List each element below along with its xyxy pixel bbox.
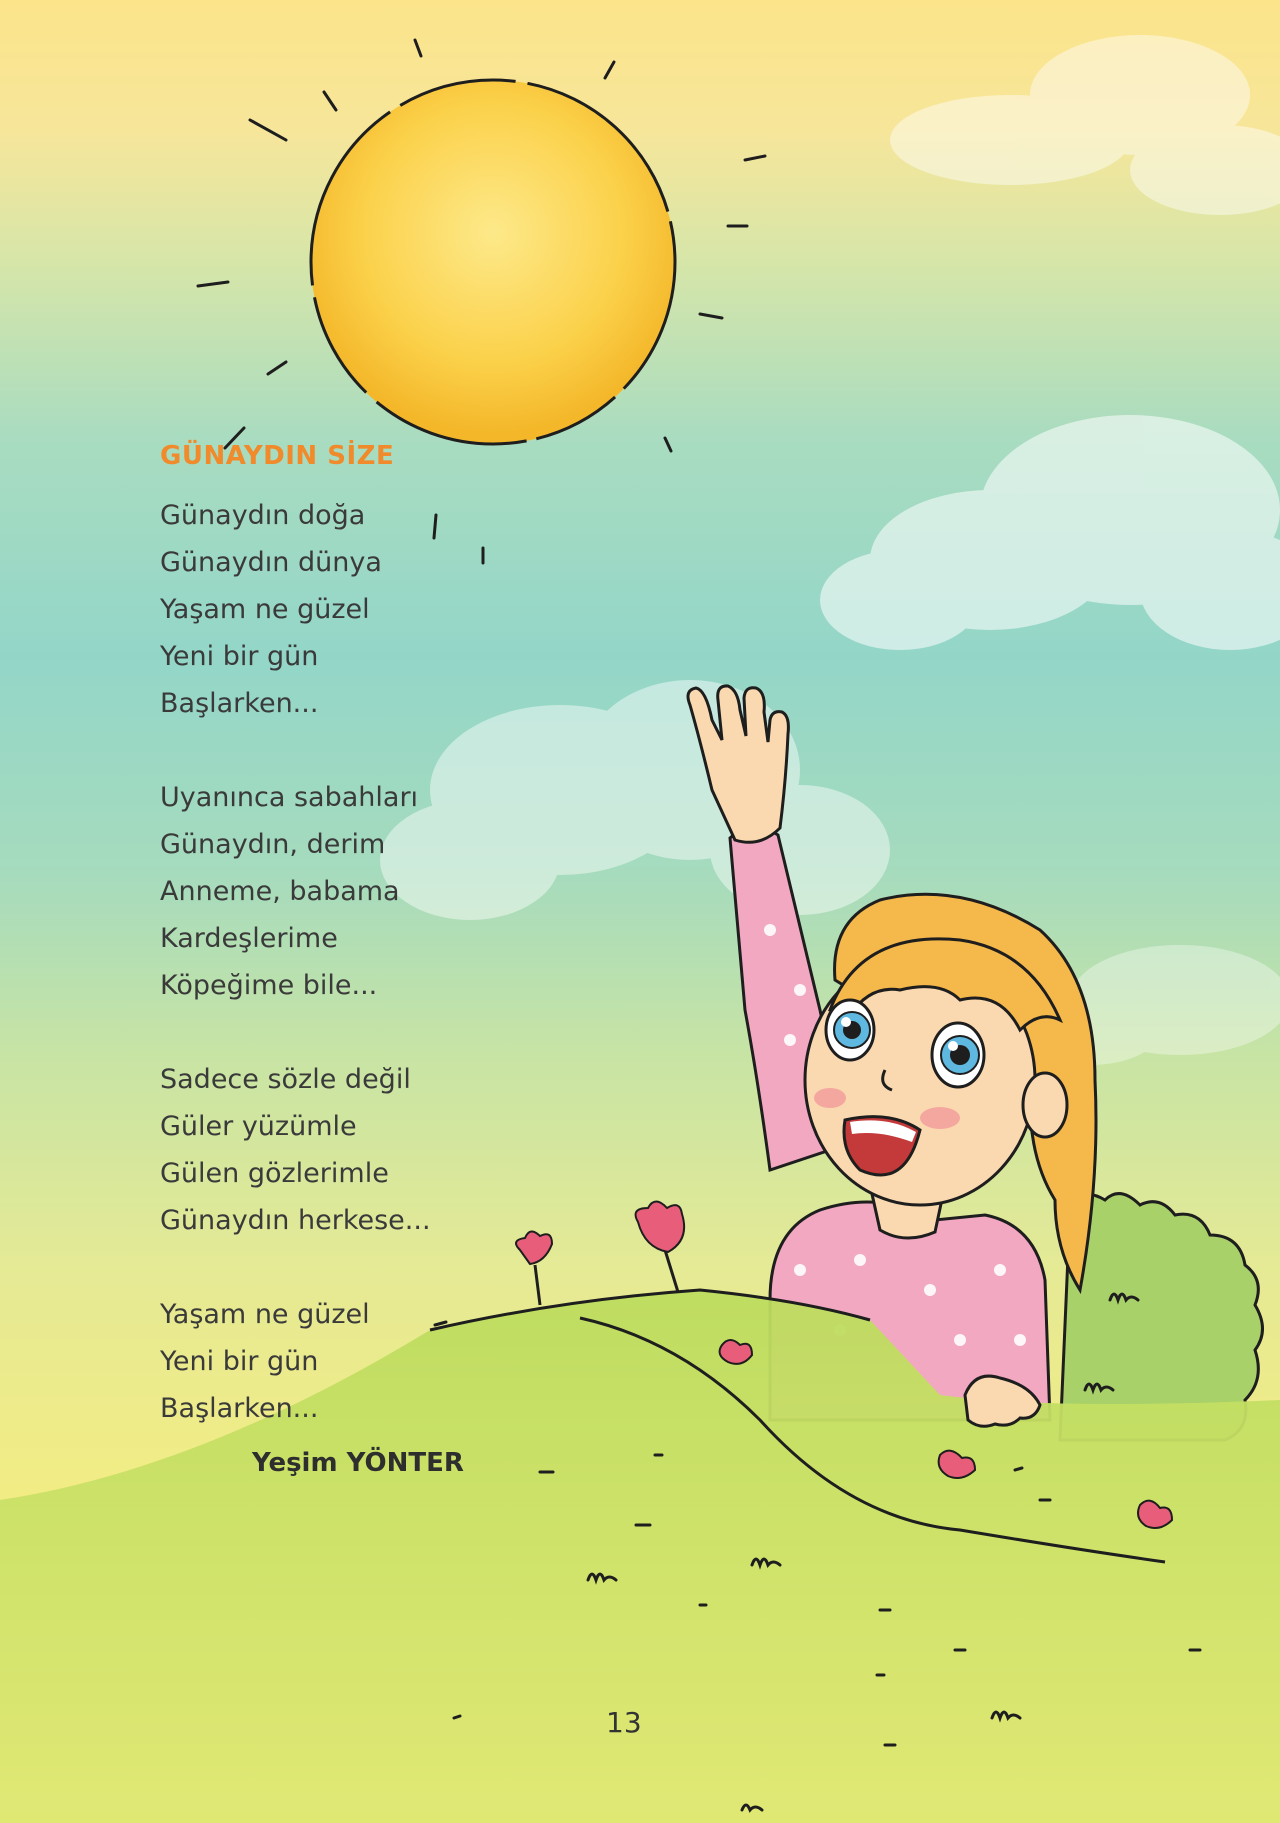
cloud-top-right <box>890 35 1280 215</box>
poem-line: Yeni bir gün <box>160 1346 319 1377</box>
poem-line: Günaydın dünya <box>160 547 382 578</box>
poem-line: Anneme, babama <box>160 876 400 907</box>
poem <box>160 438 600 1479</box>
poem-line: Kardeşlerime <box>160 923 338 954</box>
stanza-3 <box>160 1056 600 1244</box>
poem-title: GÜNAYDIN SİZE <box>160 441 395 471</box>
poem-line: Sadece sözle değil <box>160 1064 411 1095</box>
cloud-middle-right <box>820 415 1280 650</box>
stanza-2 <box>160 774 600 1009</box>
flower <box>636 1202 685 1293</box>
poem-line: Yeni bir gün <box>160 641 319 672</box>
poem-line: Yaşam ne güzel <box>160 1299 370 1330</box>
poem-line: Güler yüzümle <box>160 1111 357 1142</box>
poem-line: Başlarken... <box>160 1393 319 1424</box>
poem-author: Yeşim YÖNTER <box>252 1448 464 1478</box>
poem-line: Günaydın, derim <box>160 829 386 860</box>
poem-line: Uyanınca sabahları <box>160 782 419 813</box>
poem-line: Günaydın herkese... <box>160 1205 431 1236</box>
poem-line: Günaydın doğa <box>160 500 366 531</box>
poem-line: Köpeğime bile... <box>160 970 378 1001</box>
page-number: 13 <box>606 1706 642 1739</box>
poem-line: Yaşam ne güzel <box>160 594 370 625</box>
flower <box>720 1340 752 1364</box>
stanza-1 <box>160 492 600 727</box>
poem-line: Gülen gözlerimle <box>160 1158 389 1189</box>
stanza-4 <box>160 1291 600 1432</box>
poem-line: Başlarken... <box>160 688 319 719</box>
